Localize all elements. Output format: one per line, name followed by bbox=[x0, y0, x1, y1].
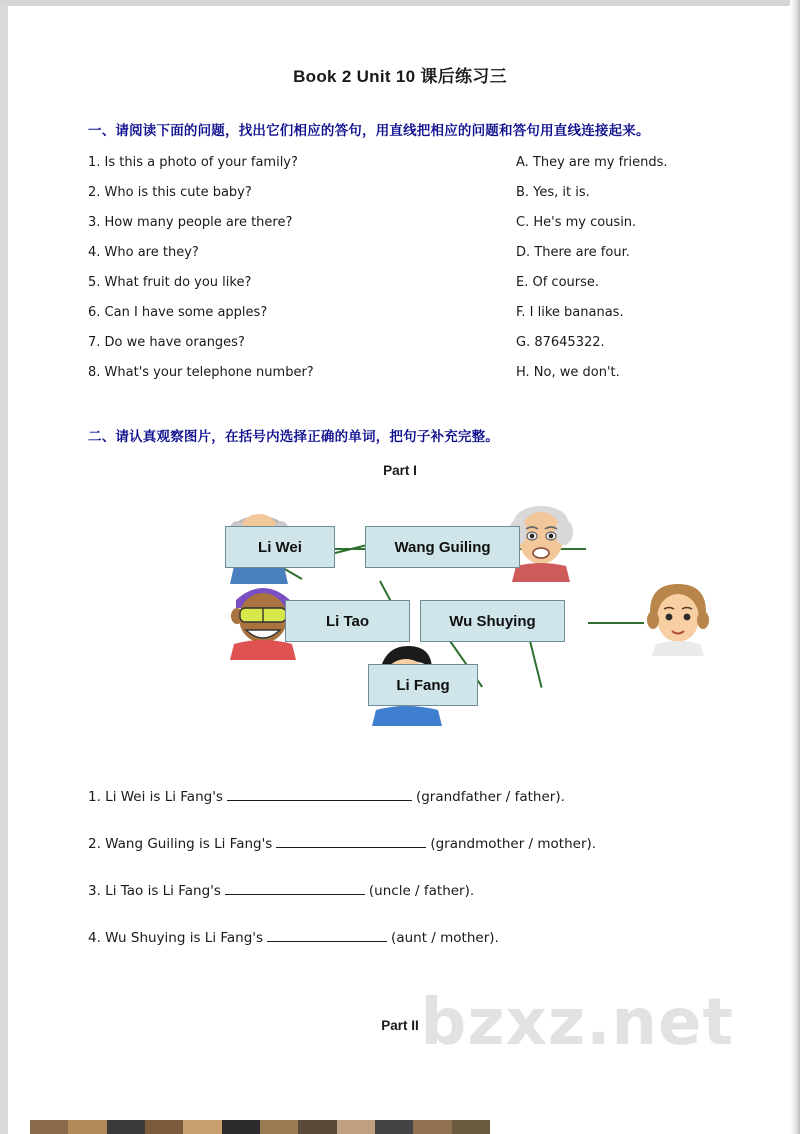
answer-blank[interactable] bbox=[227, 786, 412, 801]
section-2-heading: 二、请认真观察图片，在括号内选择正确的单词，把句子补充完整。 bbox=[88, 429, 499, 444]
connector-line bbox=[588, 622, 644, 624]
fill-in-row bbox=[88, 833, 800, 852]
fill-suffix: (aunt / mother). bbox=[391, 930, 499, 946]
answer-item: H. No, we don't. bbox=[516, 365, 620, 380]
part-1-label: Part I bbox=[383, 463, 417, 478]
fill-in-row bbox=[88, 880, 800, 899]
match-row bbox=[88, 155, 728, 170]
fill-in-blank-list bbox=[88, 786, 800, 946]
bottom-image-strip bbox=[30, 1120, 490, 1134]
answer-blank[interactable] bbox=[276, 833, 426, 848]
fill-prefix: 4. Wu Shuying is Li Fang's bbox=[88, 930, 264, 946]
answer-item: D. There are four. bbox=[516, 245, 630, 260]
answer-blank[interactable] bbox=[267, 927, 387, 942]
fill-suffix: (grandfather / father). bbox=[415, 789, 565, 805]
match-row bbox=[88, 305, 728, 320]
question-item: 7. Do we have oranges? bbox=[88, 335, 245, 350]
question-item: 4. Who are they? bbox=[88, 245, 199, 260]
fill-in-row bbox=[88, 927, 800, 946]
answer-item: A. They are my friends. bbox=[516, 155, 668, 170]
match-row bbox=[88, 185, 728, 200]
node-label: Li Wei bbox=[258, 538, 302, 556]
question-item: 1. Is this a photo of your family? bbox=[88, 155, 298, 170]
question-item: 2. Who is this cute baby? bbox=[88, 185, 252, 200]
answer-item: E. Of course. bbox=[516, 275, 600, 290]
fill-suffix: (uncle / father). bbox=[368, 883, 475, 899]
watermark: bzxz.net bbox=[420, 986, 734, 1060]
diagram-node-li-fang[interactable] bbox=[368, 664, 478, 706]
match-row bbox=[88, 245, 728, 260]
match-row bbox=[88, 275, 728, 290]
question-item: 6. Can I have some apples? bbox=[88, 305, 268, 320]
diagram-node-li-wei[interactable] bbox=[225, 526, 335, 568]
fill-prefix: 2. Wang Guiling is Li Fang's bbox=[88, 836, 273, 852]
match-row bbox=[88, 365, 728, 380]
connector-line bbox=[529, 641, 543, 688]
section-1-heading: 一、请阅读下面的问题，找出它们相应的答句，用直线把相应的问题和答句用直线连接起来。 bbox=[88, 123, 650, 138]
diagram-node-wang-guiling[interactable] bbox=[365, 526, 520, 568]
matching-exercise bbox=[88, 155, 728, 380]
diagram-node-wu-shuying[interactable] bbox=[420, 600, 565, 642]
question-item: 5. What fruit do you like? bbox=[88, 275, 252, 290]
answer-item: C. He's my cousin. bbox=[516, 215, 637, 230]
question-item: 8. What's your telephone number? bbox=[88, 365, 314, 380]
node-label: Wu Shuying bbox=[449, 612, 536, 630]
fill-prefix: 3. Li Tao is Li Fang's bbox=[88, 883, 221, 899]
fill-prefix: 1. Li Wei is Li Fang's bbox=[88, 789, 223, 805]
part-2-label: Part II bbox=[381, 1018, 419, 1033]
node-label: Li Tao bbox=[325, 612, 370, 630]
page-title: Book 2 Unit 10 课后练习三 bbox=[293, 67, 507, 86]
node-label: Wang Guiling bbox=[394, 538, 491, 556]
answer-item: F. I like bananas. bbox=[516, 305, 624, 320]
answer-item: G. 87645322. bbox=[516, 335, 605, 350]
diagram-node-li-tao[interactable] bbox=[285, 600, 410, 642]
match-row bbox=[88, 335, 728, 350]
node-label: Li Fang bbox=[396, 676, 450, 694]
answer-blank[interactable] bbox=[225, 880, 365, 895]
fill-in-row bbox=[88, 786, 800, 805]
match-row bbox=[88, 215, 728, 230]
mother-face-icon bbox=[646, 578, 710, 656]
answer-item: B. Yes, it is. bbox=[516, 185, 590, 200]
question-item: 3. How many people are there? bbox=[88, 215, 293, 230]
fill-suffix: (grandmother / mother). bbox=[430, 836, 597, 852]
family-tree-diagram bbox=[80, 490, 720, 738]
